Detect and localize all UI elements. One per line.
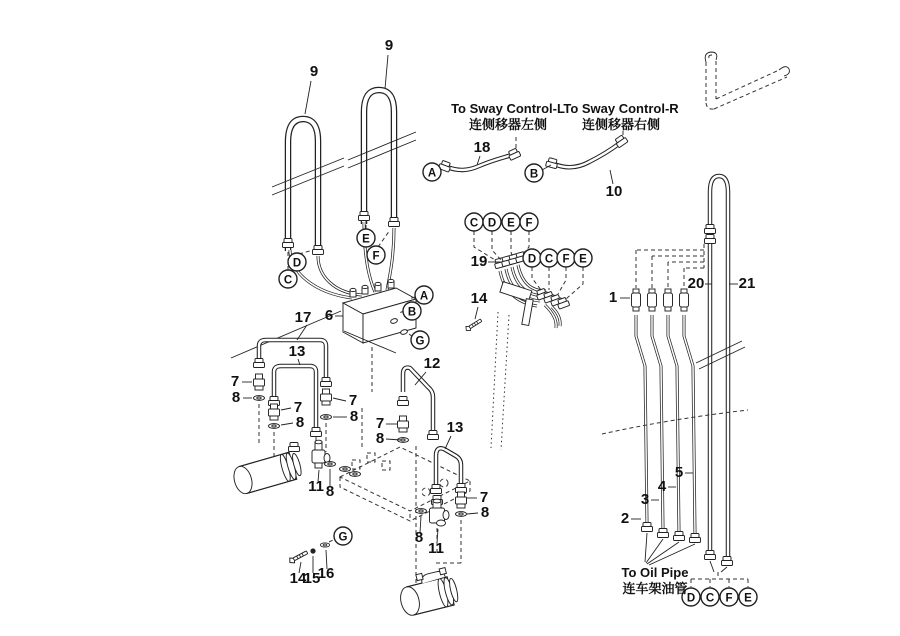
- hose-9-right: [348, 90, 416, 227]
- callout-letter-A: A: [419, 290, 429, 303]
- leader-line: [305, 81, 311, 114]
- mast-break-lines: [348, 132, 416, 168]
- leader-line: [333, 398, 346, 401]
- sway-control-left-note-line-2: 连侧移器左侧: [468, 117, 548, 132]
- callout-letter-C: C: [705, 592, 715, 605]
- part-label-7: 7: [375, 415, 385, 432]
- part-label-17: 17: [294, 309, 312, 326]
- callout-letter-F: F: [525, 217, 533, 230]
- fitting-1: [680, 289, 689, 311]
- part-label-13: 13: [446, 419, 464, 436]
- part-label-7: 7: [293, 399, 303, 416]
- callout-letter-G: G: [415, 335, 425, 348]
- union-nut: [705, 235, 716, 244]
- pipe-nut: [431, 485, 442, 494]
- hose-nut: [313, 246, 324, 255]
- callout-letter-F: F: [562, 253, 570, 266]
- part-label-10: 10: [605, 183, 623, 200]
- manifold-port: [362, 285, 368, 294]
- fitting-1: [664, 289, 673, 311]
- part-label-9: 9: [384, 37, 394, 54]
- part-label-7: 7: [348, 392, 358, 409]
- part-label-11: 11: [308, 478, 324, 495]
- part-label-8: 8: [231, 389, 241, 406]
- mast-break-lines: [272, 158, 344, 195]
- leader-line: [475, 307, 478, 319]
- mast-break-lines: [696, 341, 745, 369]
- leader-line: [467, 513, 478, 514]
- washer-8: [340, 467, 351, 472]
- pipe-nut: [722, 557, 733, 566]
- washer-8: [254, 396, 265, 401]
- part-label-1: 1: [608, 289, 618, 306]
- washer-8: [456, 512, 467, 517]
- washer-8: [321, 415, 332, 420]
- part-label-13: 13: [288, 343, 306, 360]
- fitting-7: [269, 404, 280, 420]
- callout-letter-B: B: [407, 306, 417, 319]
- fitting-7: [321, 389, 332, 405]
- callout-letter-D: D: [527, 253, 537, 266]
- fitting-1: [648, 289, 657, 311]
- leader-line: [281, 423, 293, 425]
- part-label-14: 14: [289, 570, 307, 587]
- part-label-8: 8: [349, 408, 359, 425]
- hose-nut: [359, 212, 370, 221]
- pipe-nut: [321, 378, 332, 387]
- part-label-7: 7: [479, 489, 489, 506]
- washer-16: [320, 543, 329, 547]
- pipe-nut: [705, 551, 716, 560]
- callout-letter-A: A: [427, 167, 437, 180]
- part-label-16: 16: [317, 565, 335, 582]
- pipe-nut: [456, 484, 467, 493]
- sway-control-right-note-line-1: To Sway Control-R: [563, 101, 679, 116]
- washer-8: [269, 424, 280, 429]
- hose-nut: [507, 148, 521, 161]
- mount-screw-set: [288, 539, 335, 565]
- hose-9-left: [272, 119, 344, 255]
- callout-letter-E: E: [362, 233, 370, 246]
- callout-letter-E: E: [744, 592, 752, 605]
- part-label-8: 8: [414, 529, 424, 546]
- callout-letter-C: C: [544, 253, 554, 266]
- hose-nut: [283, 239, 294, 248]
- part-label-2: 2: [620, 510, 630, 527]
- manifold-port: [350, 288, 356, 297]
- sway-control-right-note-line-2: 连侧移器右侧: [581, 117, 661, 132]
- fitting-7: [254, 374, 265, 390]
- part-label-8: 8: [480, 504, 490, 521]
- leader-line: [385, 55, 388, 89]
- leader-line: [610, 170, 613, 184]
- ball-15: [310, 548, 315, 553]
- fork-outline: [705, 52, 789, 109]
- callout-letter-F: F: [725, 592, 733, 605]
- bottom-cylinder: [395, 566, 460, 617]
- part-label-15: 15: [303, 570, 321, 587]
- manifold-port: [375, 282, 381, 291]
- leader-line: [281, 408, 291, 410]
- part-label-3: 3: [640, 491, 650, 508]
- pipe-nut: [254, 359, 265, 368]
- part-label-8: 8: [325, 483, 335, 500]
- pipe-bundle-19: [464, 251, 569, 450]
- part-label-20: 20: [687, 275, 705, 292]
- pipe-nut: [398, 397, 409, 406]
- pipe-nut: [642, 523, 653, 532]
- callout-letter-D: D: [487, 217, 497, 230]
- part-label-18: 18: [473, 139, 491, 156]
- washer-8: [350, 472, 361, 477]
- part-label-9: 9: [309, 63, 319, 80]
- oil-pipe-note-line-2: 连车架油管: [622, 581, 688, 596]
- part-label-4: 4: [657, 478, 667, 495]
- screw-14: [288, 550, 309, 565]
- callout-letter-D: D: [292, 257, 302, 270]
- pipe-nut: [674, 532, 685, 541]
- union-nut: [705, 225, 716, 234]
- leader-line: [445, 436, 451, 449]
- sway-control-left-note-line-1: To Sway Control-L: [451, 101, 565, 116]
- part-label-19: 19: [470, 253, 488, 270]
- callout-letter-G: G: [338, 531, 348, 544]
- callout-letter-B: B: [529, 168, 539, 181]
- fitting-7: [456, 492, 467, 508]
- pipe-nut: [690, 534, 701, 543]
- cylinder-port-nut: [289, 443, 300, 452]
- callout-letter-F: F: [372, 250, 380, 263]
- part-label-6: 6: [324, 307, 334, 324]
- left-cylinder: [231, 450, 304, 496]
- part-label-12: 12: [423, 355, 441, 372]
- part-label-11: 11: [428, 540, 444, 557]
- part-label-14: 14: [470, 290, 488, 307]
- pipes-20-21: [691, 176, 748, 587]
- screw-14: [464, 318, 482, 332]
- callout-letter-E: E: [579, 253, 587, 266]
- oil-pipe-note-line-1: To Oil Pipe: [621, 565, 689, 580]
- fitting-1: [632, 289, 641, 311]
- pipe-nut: [658, 529, 669, 538]
- pipe-nut: [311, 428, 322, 437]
- manifold-port: [388, 279, 394, 288]
- washer-8: [416, 509, 427, 514]
- part-label-21: 21: [738, 275, 756, 292]
- hose-nut: [389, 218, 400, 227]
- callout-letter-E: E: [507, 217, 515, 230]
- washer-8: [325, 462, 336, 467]
- part-label-7: 7: [230, 373, 240, 390]
- pipe-nut: [428, 431, 439, 440]
- part-label-8: 8: [295, 414, 305, 431]
- callout-letter-C: C: [283, 274, 293, 287]
- part-label-5: 5: [674, 464, 684, 481]
- part-label-8: 8: [375, 430, 385, 447]
- fitting-7: [398, 416, 409, 432]
- callout-letter-D: D: [686, 592, 696, 605]
- callout-letter-C: C: [469, 217, 479, 230]
